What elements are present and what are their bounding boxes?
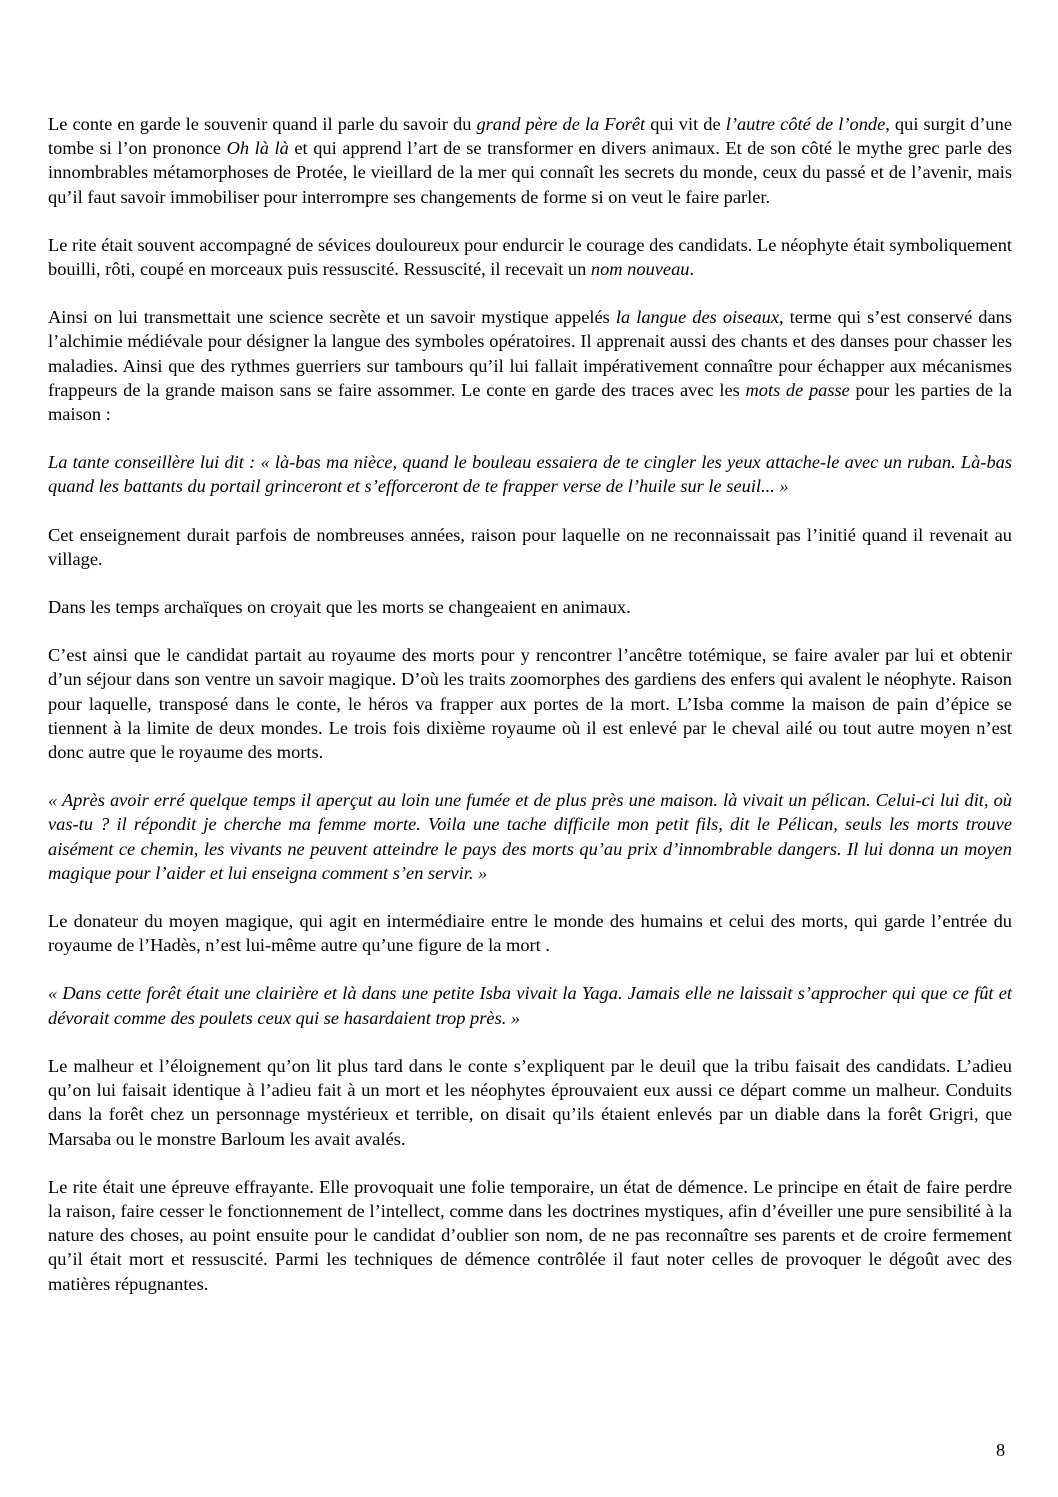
- quote-paragraph-2: « Après avoir erré quelque temps il aperçut au loin une fumée et de plus près une maison. là vivait un pélican. Celui-ci lui dit, où vas-tu ? il répondit je cherche ma femme morte. Voila une tache difficile mon petit fils, dit le Pélican, seuls les morts trouve aisément ce chemin, les vivants ne peuvent atteindre le pays des morts qu’au prix d’innombrable dangers. Il lui donna un moyen magique pour l’aider et lui enseigna comment s’en servir. »: [48, 790, 1012, 883]
- page-number: 8: [996, 1440, 1006, 1460]
- paragraph-9: Le rite était une épreuve effrayante. Elle provoquait une folie temporaire, un état de démence. Le principe en était de faire perdre la raison, faire cesser le fonctionnement de l’intellect, comme dans les doctrines mystiques, afin d’éveiller une pure sensibilité à la nature des choses, au point ensuite pour le candidat d’oublier son nom, de ne pas reconnaître ses parents et de croire fermement qu’il était mort et ressuscité. Parmi les techniques de démence contrôlée il faut noter celles de provoquer le dégoût avec des matières répugnantes.: [48, 1176, 1012, 1294]
- paragraph-1: Le conte en garde le souvenir quand il parle du savoir du grand père de la Forêt qui vit de l’autre côté de l’onde, qui surgit d’une tombe si l’on prononce Oh là là et qui apprend l’art de se transformer en divers animaux. Et de son côté le mythe grec parle des innombrables métamorphoses de Protée, le vieillard de la mer qui connaît les secrets du monde, ceux du passé et de l’avenir, mais qu’il faut savoir immobiliser pour interrompre ses changements de forme si on veut le faire parler.: [48, 114, 1012, 207]
- paragraph-7: Le donateur du moyen magique, qui agit en intermédiaire entre le monde des humains et celui des morts, qui garde l’entrée du royaume de l’Hadès, n’est lui-même autre qu’une figure de la mort .: [48, 911, 1012, 956]
- paragraph-3: Ainsi on lui transmettait une science secrète et un savoir mystique appelés la langue des oiseaux, terme qui s’est conservé dans l’alchimie médiévale pour désigner la langue des symboles opératoires. Il apprenait aussi des chants et des danses pour chasser les maladies. Ainsi que des rythmes guerriers sur tambours qu’il lui fallait impérativement connaître pour échapper aux mécanismes frappeurs de la grande maison sans se faire assommer. Le conte en garde des traces avec les mots de passe pour les parties de la maison :: [48, 307, 1012, 425]
- paragraph-6: C’est ainsi que le candidat partait au royaume des morts pour y rencontrer l’ancêtre totémique, se faire avaler par lui et obtenir d’un séjour dans son ventre un savoir magique. D’où les traits zoomorphes des gardiens des enfers qui avalent le néophyte. Raison pour laquelle, transposé dans le conte, le héros va frapper aux portes de la mort. L’Isba comme la maison de pain d’épice se tiennent à la limite de deux mondes. Le trois fois dixième royaume où il est enlevé par le cheval ailé ou tout autre moyen n’est donc autre que le royaume des morts.: [48, 645, 1012, 763]
- paragraph-2: Le rite était souvent accompagné de sévices douloureux pour endurcir le courage des candidats. Le néophyte était symboliquement bouilli, rôti, coupé en morceaux puis ressuscité. Ressuscité, il recevait un nom nouveau.: [48, 234, 1012, 280]
- quote-paragraph-1: La tante conseillère lui dit : « là-bas ma nièce, quand le bouleau essaiera de te cingler les yeux attache-le avec un ruban. Là-bas quand les battants du portail grinceront et s’efforceront de te frapper verse de l’huile sur le seuil... »: [48, 452, 1012, 497]
- paragraph-4: Cet enseignement durait parfois de nombreuses années, raison pour laquelle on ne reconnaissait pas l’initié quand il revenait au village.: [48, 524, 1012, 569]
- document-body: [48, 112, 1012, 1320]
- paragraph-8: Le malheur et l’éloignement qu’on lit plus tard dans le conte s’expliquent par le deuil que la tribu faisait des candidats. L’adieu qu’on lui faisait identique à l’adieu fait à un mort et les néophytes éprouvaient eux aussi ce départ comme un malheur. Conduits dans la forêt chez un personnage mystérieux et terrible, on disait qu’ils étaient enlevés par un diable dans la forêt Grigri, que Marsaba ou le monstre Barloum les avait avalés.: [48, 1055, 1012, 1149]
- paragraph-5: Dans les temps archaïques on croyait que les morts se changeaient en animaux.: [48, 597, 631, 618]
- quote-paragraph-3: « Dans cette forêt était une clairière et là dans une petite Isba vivait la Yaga. Jamais elle ne laissait s’approcher qui que ce fût et dévorait comme des poulets ceux qui se hasardaient trop près. »: [48, 983, 1012, 1028]
